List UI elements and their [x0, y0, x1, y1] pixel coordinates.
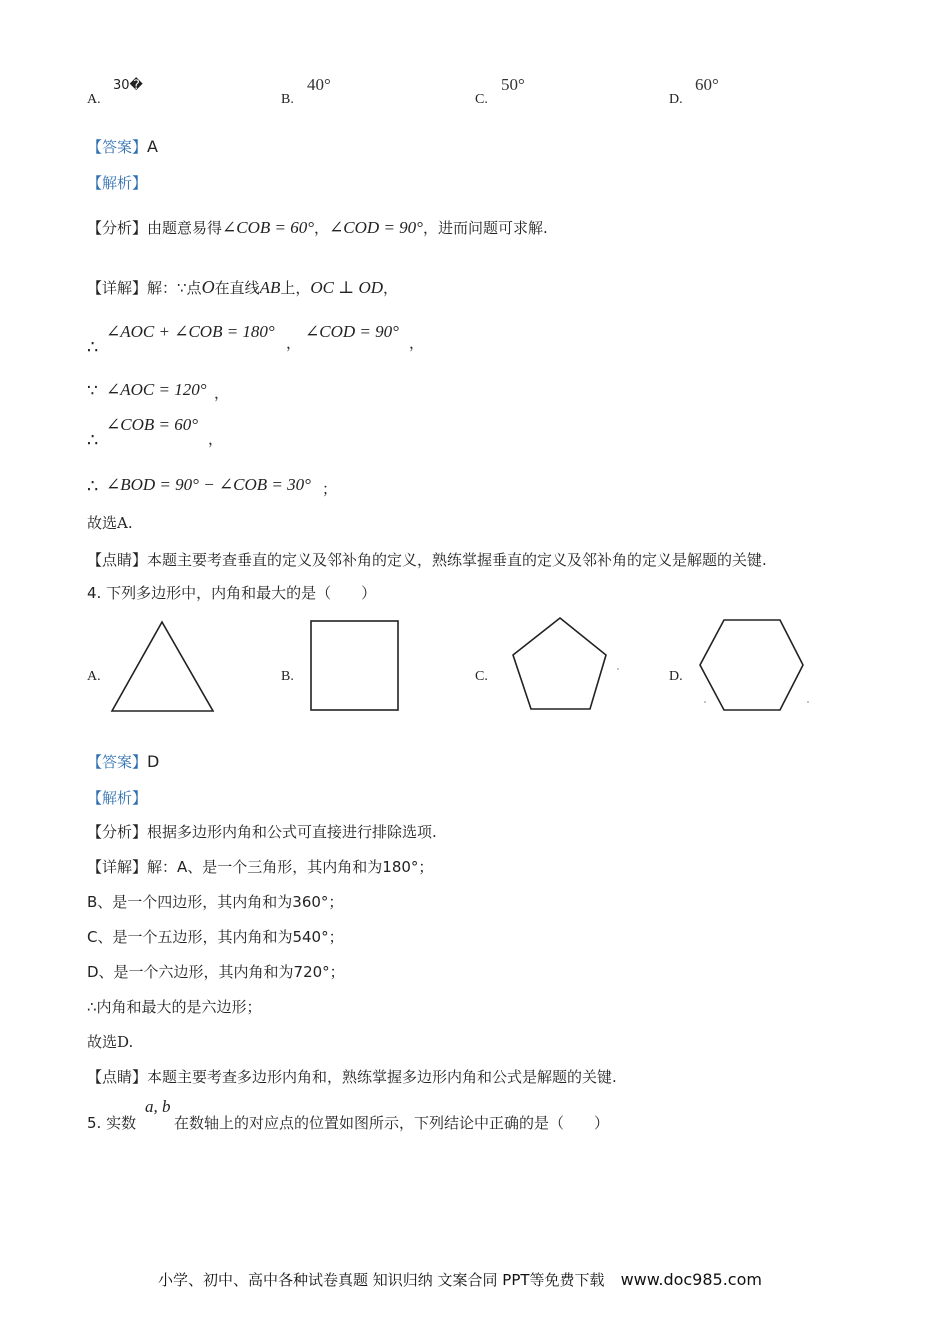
comment-text: 本题主要考查垂直的定义及邻补角的定义，熟练掌握垂直的定义及邻补角的定义是解题的关键. — [147, 551, 767, 569]
hexagon-shape — [700, 620, 803, 710]
q4-comment-line — [87, 1066, 617, 1087]
q4-detail-line — [87, 856, 433, 877]
triangle-shape — [112, 622, 213, 711]
q4-answer-line — [87, 751, 159, 772]
q4-detail-b: B、是一个四边形，其内角和为360°； — [87, 893, 344, 911]
answer-value: A — [147, 137, 158, 156]
q4-option-a-letter: A. — [87, 669, 101, 684]
q4-option-d-letter: D. — [669, 669, 683, 684]
pentagon-shape — [513, 618, 606, 709]
step-2-math: ∠AOC = 120° — [106, 380, 207, 399]
q3-option-d-value: 60° — [695, 75, 719, 94]
footer-url[interactable]: www.doc985.com — [620, 1270, 762, 1289]
step-2-end: ， — [214, 384, 230, 402]
comment-tag: 【点睛】 — [87, 551, 148, 569]
detail-text: ， — [383, 279, 399, 297]
q4-option-c-letter: C. — [475, 669, 488, 684]
footer-line — [158, 1269, 762, 1290]
detail-text: 上， — [280, 279, 311, 297]
q3-analysis-tag: 【解析】 — [87, 174, 148, 192]
answer-tag: 【答案】 — [87, 138, 148, 156]
fenxi-text: 由题意易得 — [147, 219, 223, 237]
step-1-end: ， — [409, 334, 425, 352]
q3-option-c-value: 50° — [501, 75, 525, 94]
fenxi-text: 根据多边形内角和公式可直接进行排除选项. — [147, 823, 437, 841]
detail-text: 解：A、是一个三角形，其内角和为180°； — [147, 858, 434, 876]
detail-tag: 【详解】 — [87, 279, 148, 297]
fenxi-text: ，进而问题可求解. — [422, 219, 548, 237]
q4-choose: 故选D. — [87, 1033, 134, 1051]
detail-text: 解：∵点 — [147, 279, 202, 297]
because-symbol: ∵ — [87, 381, 98, 401]
step-1-math: ∠AOC + ∠COB = 180° — [106, 322, 275, 341]
q5-suffix: 在数轴上的对应点的位置如图所示，下列结论中正确的是（ ） — [174, 1114, 610, 1132]
answer-tag: 【答案】 — [87, 753, 148, 771]
q4-option-b-letter: B. — [281, 669, 294, 684]
point-o: O — [201, 277, 215, 297]
fenxi-sep: ， — [314, 219, 330, 237]
step-3-end: ， — [208, 430, 224, 448]
therefore-symbol: ∴ — [87, 337, 99, 358]
q3-choose: 故选A. — [87, 514, 133, 532]
line-ab: AB — [259, 278, 281, 297]
fenxi-tag: 【分析】 — [87, 219, 148, 237]
answer-value: D — [147, 752, 160, 771]
q4-fenxi-line — [87, 821, 437, 842]
step-3-math: ∠COB = 60° — [106, 415, 199, 434]
fenxi-tag: 【分析】 — [87, 823, 148, 841]
q3-option-d-letter: D. — [669, 92, 683, 107]
comment-text: 本题主要考查多边形内角和，熟练掌握多边形内角和公式是解题的关键. — [147, 1068, 617, 1086]
speck-mark — [807, 701, 809, 703]
perp-math: OC ⊥ OD — [310, 278, 384, 297]
footer-text: 小学、初中、高中各种试卷真题 知识归纳 文案合同 PPT等免费下载 — [158, 1271, 605, 1289]
speck-mark — [617, 668, 619, 670]
q3-option-a-value: 30� — [113, 78, 143, 93]
q5-vars: a, b — [145, 1097, 171, 1116]
fenxi-math: ∠COD = 90° — [329, 218, 423, 237]
q4-detail-d: D、是一个六边形，其内角和为720°； — [87, 963, 345, 981]
fenxi-math: ∠COB = 60° — [222, 218, 315, 237]
q4-question: 4. 下列多边形中，内角和最大的是（ ） — [87, 584, 377, 602]
detail-tag: 【详解】 — [87, 858, 148, 876]
q4-conclusion: ∴内角和最大的是六边形； — [87, 998, 262, 1016]
therefore-symbol: ∴ — [87, 430, 99, 451]
q4-detail-c: C、是一个五边形，其内角和为540°； — [87, 928, 344, 946]
step-4-math: ∠BOD = 90° − ∠COB = 30° — [106, 475, 311, 494]
q3-option-c-letter: C. — [475, 92, 488, 107]
step-4-end: ； — [322, 480, 338, 498]
square-shape — [311, 621, 398, 710]
step-1-math: ∠COD = 90° — [305, 322, 399, 341]
q3-option-b-value: 40° — [307, 75, 331, 94]
therefore-symbol: ∴ — [87, 476, 99, 497]
speck-mark — [704, 701, 706, 703]
comment-tag: 【点睛】 — [87, 1068, 148, 1086]
q3-option-a-letter: A. — [87, 92, 101, 107]
q3-option-b-letter: B. — [281, 92, 294, 107]
step-1-sep: ， — [286, 334, 302, 352]
q4-analysis-tag: 【解析】 — [87, 789, 148, 807]
detail-text: 在直线 — [214, 279, 260, 297]
q5-prefix: 5. 实数 — [87, 1114, 137, 1132]
